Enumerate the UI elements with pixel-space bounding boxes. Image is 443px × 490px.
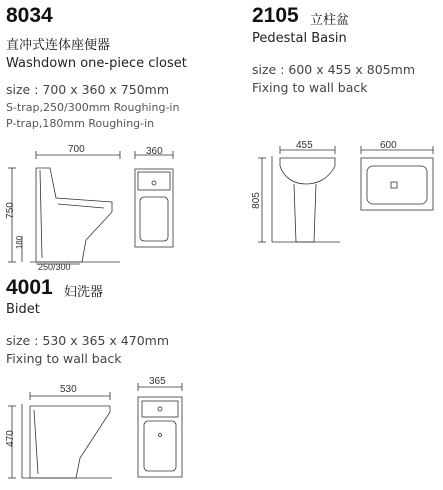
closet-top-drawing (128, 145, 183, 255)
bidet-name-cn: 妇洗器 (64, 285, 104, 300)
basin-top-drawing (355, 138, 440, 218)
bidet-dim-depth: 530 (60, 384, 77, 395)
closet-dim-depth: 360 (146, 146, 163, 157)
basin-dim-height: 805 (250, 192, 262, 209)
basin-side-drawing (250, 138, 345, 250)
basin-name-cn: 立柱盆 (310, 13, 350, 28)
closet-dim-s-trap: 250/300 (38, 262, 71, 272)
basin-size: size : 600 x 455 x 805mm (252, 62, 416, 77)
closet-size: size : 700 x 360 x 750mm (6, 82, 170, 97)
closet-dim-height: 750 (4, 202, 16, 219)
bidet-fixing: Fixing to wall back (6, 351, 122, 366)
closet-name-cn: 直冲式连体座便器 (6, 38, 111, 53)
closet-name-en: Washdown one-piece closet (6, 56, 187, 71)
bidet-name-en: Bidet (6, 302, 40, 317)
closet-code: 8034 (6, 4, 53, 27)
bidet-size: size : 530 x 365 x 470mm (6, 333, 170, 348)
basin-name-en: Pedestal Basin (252, 31, 347, 46)
closet-dim-p-trap: 180 (15, 235, 25, 250)
closet-note-s-trap: S-trap,250/300mm Roughing-in (6, 101, 180, 114)
bidet-dim-height: 470 (4, 430, 16, 447)
basin-dim-depth: 455 (296, 140, 313, 151)
closet-side-drawing (0, 140, 135, 275)
basin-dim-width: 600 (380, 140, 397, 151)
basin-fixing: Fixing to wall back (252, 80, 368, 95)
bidet-dim-width: 365 (149, 376, 166, 387)
closet-dim-width: 700 (68, 144, 85, 155)
bidet-top-drawing (130, 375, 190, 485)
bidet-code: 4001 (6, 276, 53, 299)
basin-code: 2105 (252, 4, 299, 27)
closet-note-p-trap: P-trap,180mm Roughing-in (6, 117, 155, 130)
